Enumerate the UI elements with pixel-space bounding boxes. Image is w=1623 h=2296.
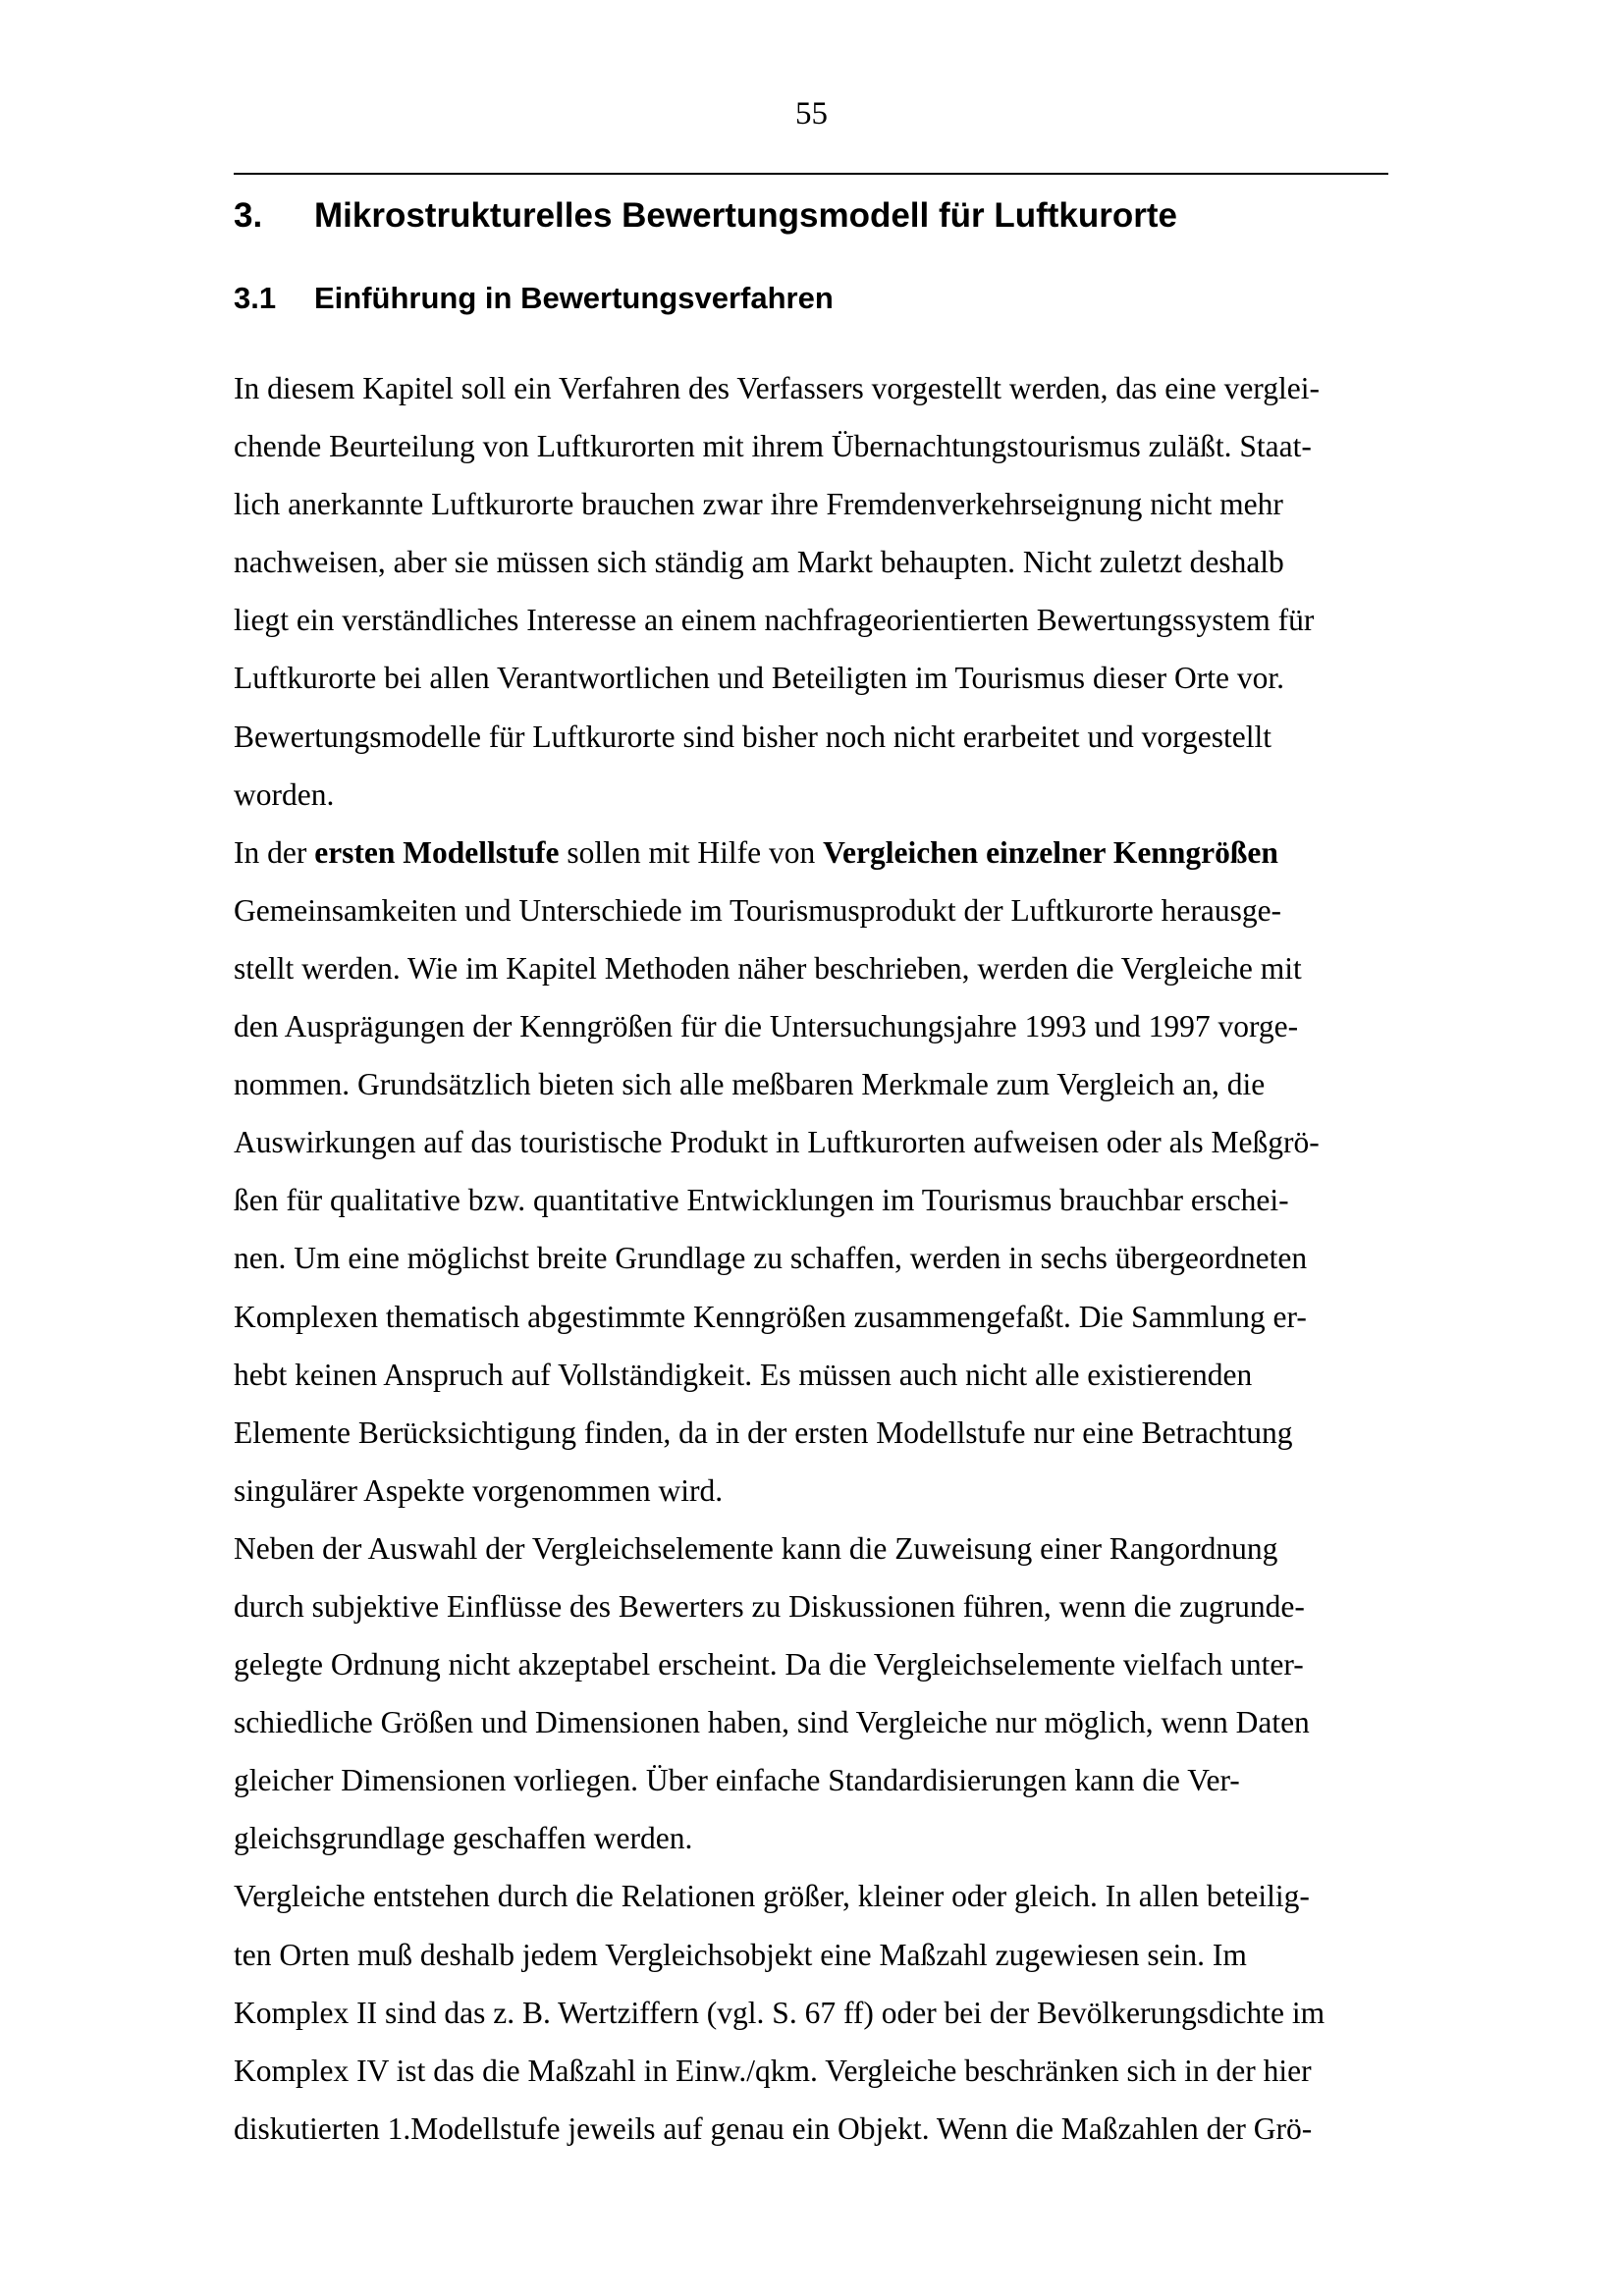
text-line: worden. [234, 776, 335, 812]
text-line: durch subjektive Einflüsse des Bewerters zu Diskussionen führen, wenn die zugrunde- [234, 1588, 1305, 1624]
text-line: Neben der Auswahl der Vergleichselemente kann die Zuweisung einer Rangordnung [234, 1530, 1278, 1566]
bold-term-first-model-stage: ersten Modellstufe [314, 834, 560, 870]
text-line: diskutierten 1.Modellstufe jeweils auf genau ein Objekt. Wenn die Maßzahlen der Grö- [234, 2110, 1313, 2146]
text-line: gleichsgrundlage geschaffen werden. [234, 1821, 693, 1856]
text-line: Komplex II sind das z. B. Wertziffern (vgl. S. 67 ff) oder bei der Bevölkerungsdichte im [234, 1995, 1325, 2030]
text-segment: sollen mit Hilfe von [559, 834, 824, 870]
text-line: ßen für qualitative bzw. quantitative Entwicklungen im Tourismus brauchbar erschei- [234, 1183, 1289, 1218]
text-line: singulärer Aspekte vorgenommen wird. [234, 1472, 724, 1508]
body-text [234, 359, 1402, 2158]
text-line: gelegte Ordnung nicht akzeptabel erscheint. Da die Vergleichselemente vielfach unter- [234, 1647, 1304, 1682]
chapter-number: 3. [234, 196, 263, 235]
text-line: chende Beurteilung von Luftkurorten mit ihrem Übernachtungstourismus zuläßt. Staat- [234, 429, 1312, 464]
text-line: stellt werden. Wie im Kapitel Methoden näher beschrieben, werden die Vergleiche mit [234, 950, 1302, 986]
chapter-title: Mikrostrukturelles Bewertungsmodell für Luftkurorte [314, 196, 1178, 235]
text-line: Komplexen thematisch abgestimmte Kenngrößen zusammengefaßt. Die Sammlung er- [234, 1299, 1307, 1334]
text-line: Auswirkungen auf das touristische Produkt in Luftkurorten aufweisen oder als Meßgrö- [234, 1125, 1320, 1160]
text-line: liegt ein verständliches Interesse an einem nachfrageorientierten Bewertungssystem für [234, 603, 1315, 638]
section-title: Einführung in Bewertungsverfahren [314, 281, 834, 315]
text-line: gleicher Dimensionen vorliegen. Über einfache Standardisierungen kann die Ver- [234, 1763, 1240, 1798]
bold-term-comparisons: Vergleichen einzelner Kenngrößen [823, 834, 1278, 870]
text-line: den Ausprägungen der Kenngrößen für die Untersuchungsjahre 1993 und 1997 vorge- [234, 1009, 1299, 1044]
chapter-heading [234, 191, 1177, 240]
text-line: schiedliche Größen und Dimensionen haben, sind Vergleiche nur möglich, wenn Daten [234, 1705, 1310, 1740]
text-line: Bewertungsmodelle für Luftkurorte sind bisher noch nicht erarbeitet und vorgestellt [234, 719, 1272, 754]
text-segment: In der [234, 834, 315, 870]
section-number: 3.1 [234, 281, 277, 315]
section-heading [234, 277, 834, 320]
text-line: lich anerkannte Luftkurorte brauchen zwar ihre Fremdenverkehrseignung nicht mehr [234, 487, 1283, 522]
text-line: hebt keinen Anspruch auf Vollständigkeit. Es müssen auch nicht alle existierenden [234, 1357, 1253, 1392]
text-line: Luftkurorte bei allen Verantwortlichen und Beteiligten im Tourismus dieser Orte vor. [234, 661, 1285, 696]
text-line: Vergleiche entstehen durch die Relationen größer, kleiner oder gleich. In allen beteilig- [234, 1879, 1310, 1914]
text-line: nommen. Grundsätzlich bieten sich alle meßbaren Merkmale zum Vergleich an, die [234, 1067, 1266, 1102]
text-line: In diesem Kapitel soll ein Verfahren des Verfassers vorgestellt werden, das eine verglei- [234, 371, 1320, 405]
text-line: Komplex IV ist das die Maßzahl in Einw./qkm. Vergleiche beschränken sich in der hier [234, 2053, 1312, 2088]
header-rule [234, 173, 1388, 175]
text-line: Elemente Berücksichtigung finden, da in der ersten Modellstufe nur eine Betrachtung [234, 1415, 1293, 1450]
text-line: ten Orten muß deshalb jedem Vergleichsobjekt eine Maßzahl zugewiesen sein. Im [234, 1937, 1247, 1972]
text-line: nen. Um eine möglichst breite Grundlage zu schaffen, werden in sechs übergeordneten [234, 1241, 1308, 1276]
page-number: 55 [795, 96, 828, 132]
text-line: nachweisen, aber sie müssen sich ständig am Markt behaupten. Nicht zuletzt deshalb [234, 545, 1284, 580]
text-line-mixed [234, 824, 1402, 881]
text-line: Gemeinsamkeiten und Unterschiede im Tourismusprodukt der Luftkurorte herausge- [234, 892, 1282, 928]
